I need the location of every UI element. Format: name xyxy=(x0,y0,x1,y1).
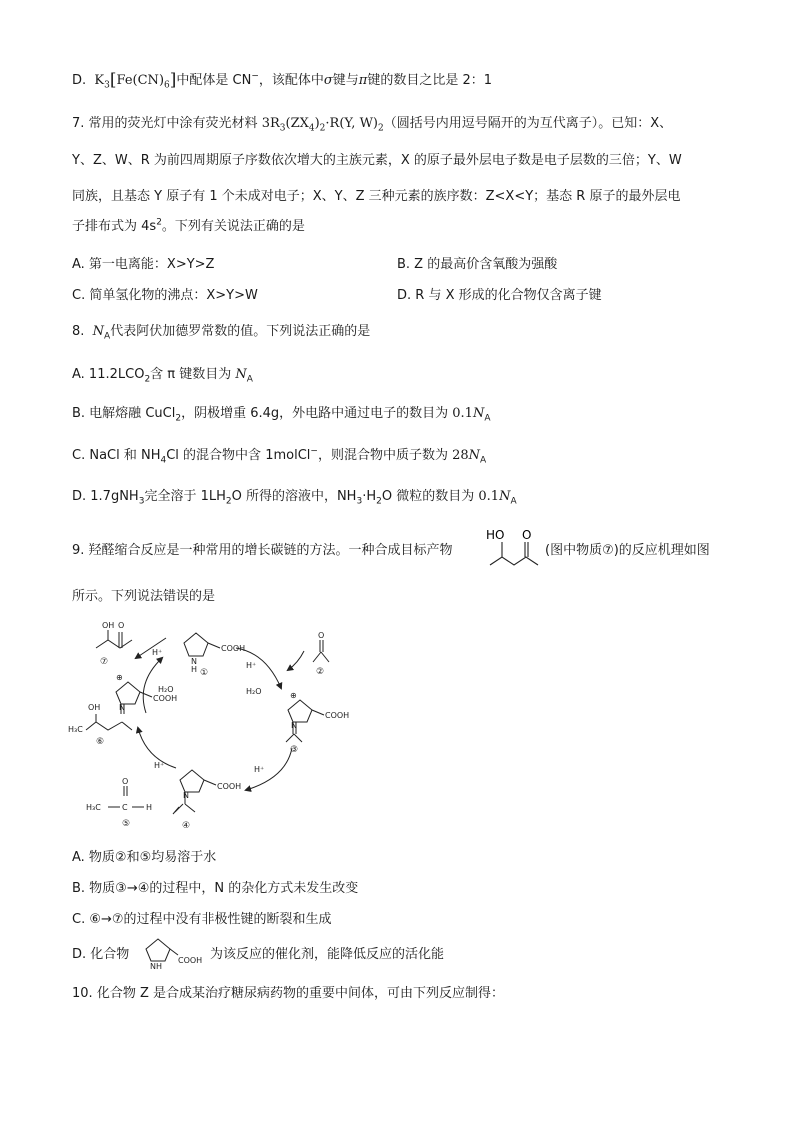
q9-stem-part3: 所示。下列说法错误的是 xyxy=(72,589,216,604)
c1-cooh-label: COOH xyxy=(221,644,246,653)
c6-number: ⑥ xyxy=(96,737,105,747)
catalyst-h-label: H xyxy=(156,962,163,971)
c5-h3c-label: H₃C xyxy=(86,803,101,812)
q7-option-d: D. R 与 X 形成的化合物仅含离子键 xyxy=(397,288,602,303)
hplus-4: H⁺ xyxy=(154,761,165,770)
c3-plus: ⊕ xyxy=(290,691,297,700)
c6-h3c-label: H₃C xyxy=(68,725,83,734)
c7-o-label: O xyxy=(118,621,125,630)
c1-h-label: H xyxy=(191,665,198,674)
target-o-label: O xyxy=(522,528,532,542)
h2o-1: H₂O xyxy=(158,685,174,694)
q9-option-b: B. 物质③→④的过程中，N 的杂化方式未发生改变 xyxy=(72,881,359,896)
hplus-2: H⁺ xyxy=(246,661,257,670)
q9-stem-part2: (图中物质⑦)的反应机理如图 xyxy=(545,543,710,558)
c4-cooh-label: COOH xyxy=(217,782,242,791)
q9-option-a: A. 物质②和⑤均易溶于水 xyxy=(72,850,217,865)
c6-oh-label: OH xyxy=(88,703,101,712)
q7-option-b: B. Z 的最高价含氧酸为强酸 xyxy=(397,257,558,272)
hplus-3: H⁺ xyxy=(254,765,265,774)
c6-plus: ⊕ xyxy=(116,673,123,682)
target-product-structure xyxy=(486,527,542,571)
q9-stem-part1: 9. 羟醛缩合反应是一种常用的增长碳链的方法。一种合成目标产物 xyxy=(72,543,453,558)
c5-number: ⑤ xyxy=(122,819,131,829)
c5-o-label: O xyxy=(122,777,129,786)
q7-stem-line3: 同族，且基态 Y 原子有 1 个未成对电子；X、Y、Z 三种元素的族序数：Z<X<Y；基态 R 原子的最外层电 xyxy=(72,189,681,204)
q8-stem: 8. $N_A$代表阿伏加德罗常数的值。下列说法正确的是 xyxy=(72,324,371,342)
q9-option-d-part2: 为该反应的催化剂，能降低反应的活化能 xyxy=(210,947,445,962)
h2o-2: H₂O xyxy=(246,687,262,696)
q7-stem-line4: 子排布式为 $4s^2$。下列有关说法正确的是 xyxy=(72,217,305,234)
q7-option-c: C. 简单氢化物的沸点：X>Y>W xyxy=(72,288,258,303)
c6-n-label: N xyxy=(119,703,125,712)
c7-number: ⑦ xyxy=(100,657,109,667)
c1-number: ① xyxy=(200,668,209,678)
catalyst-n-label: N xyxy=(150,962,156,971)
q10-stem: 10. 化合物 Z 是合成某治疗糖尿病药物的重要中间体，可由下列反应制得： xyxy=(72,986,504,1001)
c2-o-label: O xyxy=(318,631,325,640)
q8-option-d: D. 1.7gNH$_3$完全溶于 $1LH_2O$ 所得的溶液中，$NH_3\cdot H_2O$ 微粒的数目为 $0.1N_A$ xyxy=(72,489,517,507)
catalyst-cooh-label: COOH xyxy=(178,956,203,965)
reaction-mechanism-scheme xyxy=(66,618,386,836)
target-ho-label: HO xyxy=(486,528,505,542)
c1-n-label: N xyxy=(191,657,197,666)
q7-option-a: A. 第一电离能：X>Y>Z xyxy=(72,257,215,272)
c4-n-label: N xyxy=(183,791,189,800)
c5-c-label: C xyxy=(122,803,128,812)
q6-option-d: D. $K_3[Fe(CN)_6]$中配体是 CN−，该配体中σ键与π键的数目之比是 2：1 xyxy=(72,70,493,91)
c3-cooh-label: COOH xyxy=(325,711,350,720)
c3-n-label: N xyxy=(291,721,297,730)
q8-option-c: C. NaCl 和 $NH_4Cl$ 的混合物中含 1molCl−，则混合物中质子数为 $28N_A$ xyxy=(72,446,487,466)
c3-number: ③ xyxy=(290,745,299,755)
c7-oh-label: OH xyxy=(102,621,115,630)
q8-option-b: B. 电解熔融 CuCl$_2$，阴极增重 6.4g，外电路中通过电子的数目为 $0.1N_A$ xyxy=(72,406,491,424)
q7-stem-line1: 7. 常用的荧光灯中涂有荧光材料 $3R_3(ZX_4)_2\cdot R(Y$, $W)_2$（圆括号内用逗号隔开的为互代离子）。已知：X、 xyxy=(72,116,673,134)
q9-option-c: C. ⑥→⑦的过程中没有非极性键的断裂和生成 xyxy=(72,912,332,927)
q7-stem-line2: Y、Z、W、R 为前四周期原子序数依次增大的主族元素，X 的原子最外层电子数是电子层数的三倍；Y、W xyxy=(72,153,682,168)
c5-h-label: H xyxy=(146,803,153,812)
c4-number: ④ xyxy=(182,821,191,831)
hplus-1: H⁺ xyxy=(152,648,163,657)
catalyst-structure xyxy=(138,935,210,971)
q9-option-d-part1: D. 化合物 xyxy=(72,947,130,962)
q8-option-a: A. $11.2LCO_2$含 π 键数目为 $N_A$ xyxy=(72,367,253,385)
c6-cooh-label: COOH xyxy=(153,694,178,703)
c2-number: ② xyxy=(316,667,325,677)
